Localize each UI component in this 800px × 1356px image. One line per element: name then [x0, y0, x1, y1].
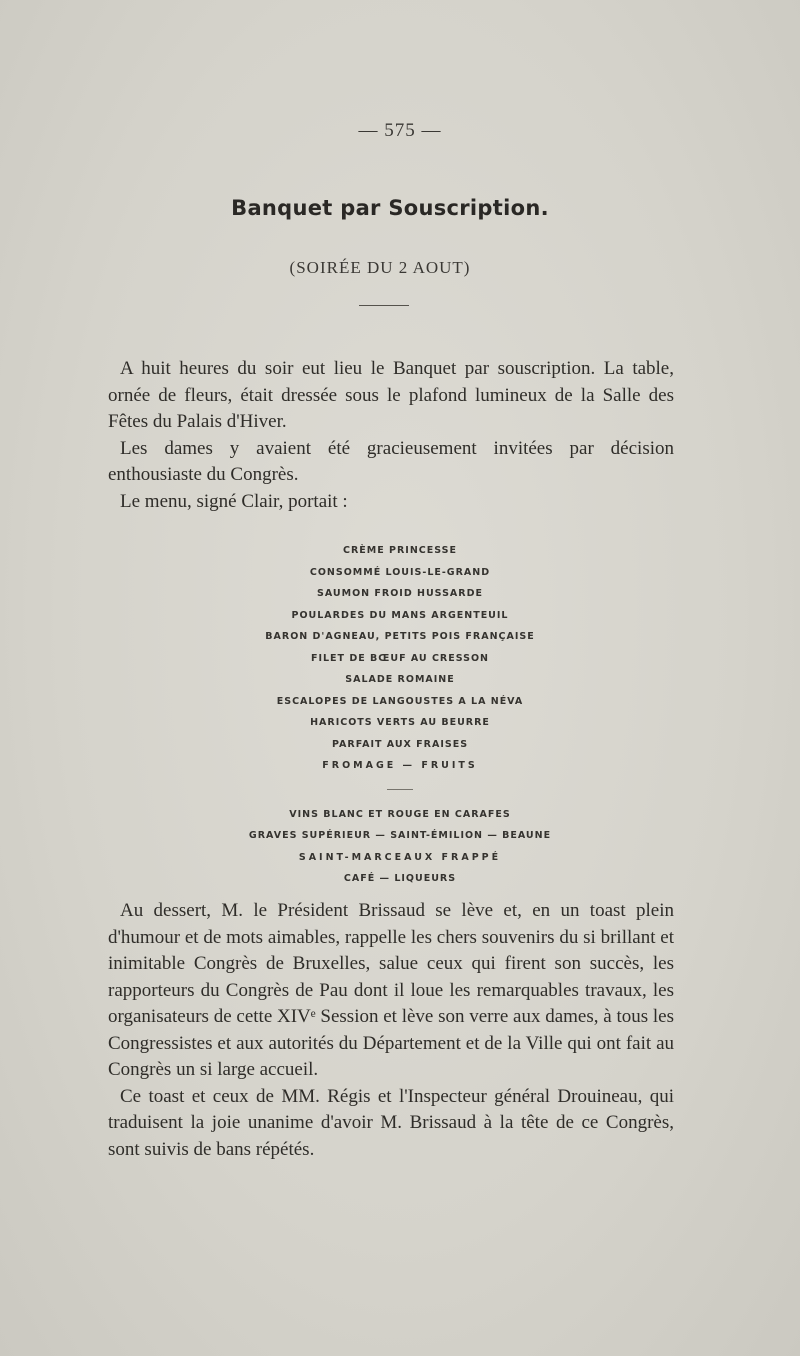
menu-dish: HARICOTS VERTS AU BEURRE — [310, 717, 490, 728]
menu-dish: CONSOMMÉ LOUIS-LE-GRAND — [309, 566, 491, 578]
menu-drink: GRAVES SUPÉRIEUR — SAINT-ÉMILION — BEAUNE — [248, 830, 552, 841]
banquet-menu — [0, 540, 800, 890]
menu-drink: CAFÉ — LIQUEURS — [343, 873, 457, 884]
intro-paragraph: A huit heures du soir eut lieu le Banquet par souscription. La table, ornée de fleurs, était dressée sous le plafond lumineux de la Salle des Fêtes du Palais d'Hiver. — [108, 358, 674, 432]
menu-dish: PARFAIT AUX FRAISES — [331, 738, 469, 750]
menu-drink: VINS BLANC ET ROUGE EN CARAFES — [289, 808, 511, 820]
menu-dish: CRÈME PRINCESSE — [343, 545, 457, 556]
title-divider — [359, 305, 409, 306]
menu-dish: ESCALOPES DE LANGOUSTES A LA NÉVA — [276, 695, 524, 707]
dessert-section — [108, 898, 674, 1163]
menu-drink: SAINT-MARCEAUX FRAPPÉ — [298, 851, 502, 863]
dessert-paragraph: Ce toast et ceux de MM. Régis et l'Inspecteur général Drouineau, qui traduisent la joie unanime d'avoir M. Brissaud à la tête de ce Congrès, sont suivis de bans répétés. — [108, 1085, 674, 1160]
menu-dish: SALADE ROMAINE — [345, 674, 455, 685]
menu-divider — [387, 789, 413, 790]
menu-dish: SAUMON FROID HUSSARDE — [317, 588, 483, 599]
menu-dish: FROMAGE — FRUITS — [322, 760, 478, 771]
menu-dish: FILET DE BŒUF AU CRESSON — [310, 652, 490, 664]
menu-dish: BARON D'AGNEAU, PETITS POIS FRANÇAISE — [265, 631, 535, 642]
page-number: — 575 — — [358, 120, 442, 141]
dessert-paragraph: Au dessert, M. le Président Brissaud se lève et, en un toast plein d'humour et de mots aimables, rappelle les chers souvenirs du si brillant et inimitable Congrès de Bruxelles, salue ceux qui firent son succès, les rapporteurs du Congrès de Pau dont il loue les remarquables travaux, les organisateurs de cette XIVᵉ Session et lève son verre aux dames, à tous les Congressistes et aux autorités du Département et de la Ville qui ont fait au Congrès un si large accueil. — [108, 900, 674, 1080]
page-title: Banquet par Souscription. — [231, 196, 549, 220]
intro-paragraph: Le menu, signé Clair, portait : — [120, 490, 348, 512]
intro-paragraph: Les dames y avaient été gracieusement invitées par décision enthousiaste du Congrès. — [108, 437, 674, 485]
page-subtitle: (SOIRÉE DU 2 AOUT) — [289, 258, 471, 277]
intro-section — [108, 356, 674, 515]
menu-dish: POULARDES DU MANS ARGENTEUIL — [291, 609, 509, 621]
